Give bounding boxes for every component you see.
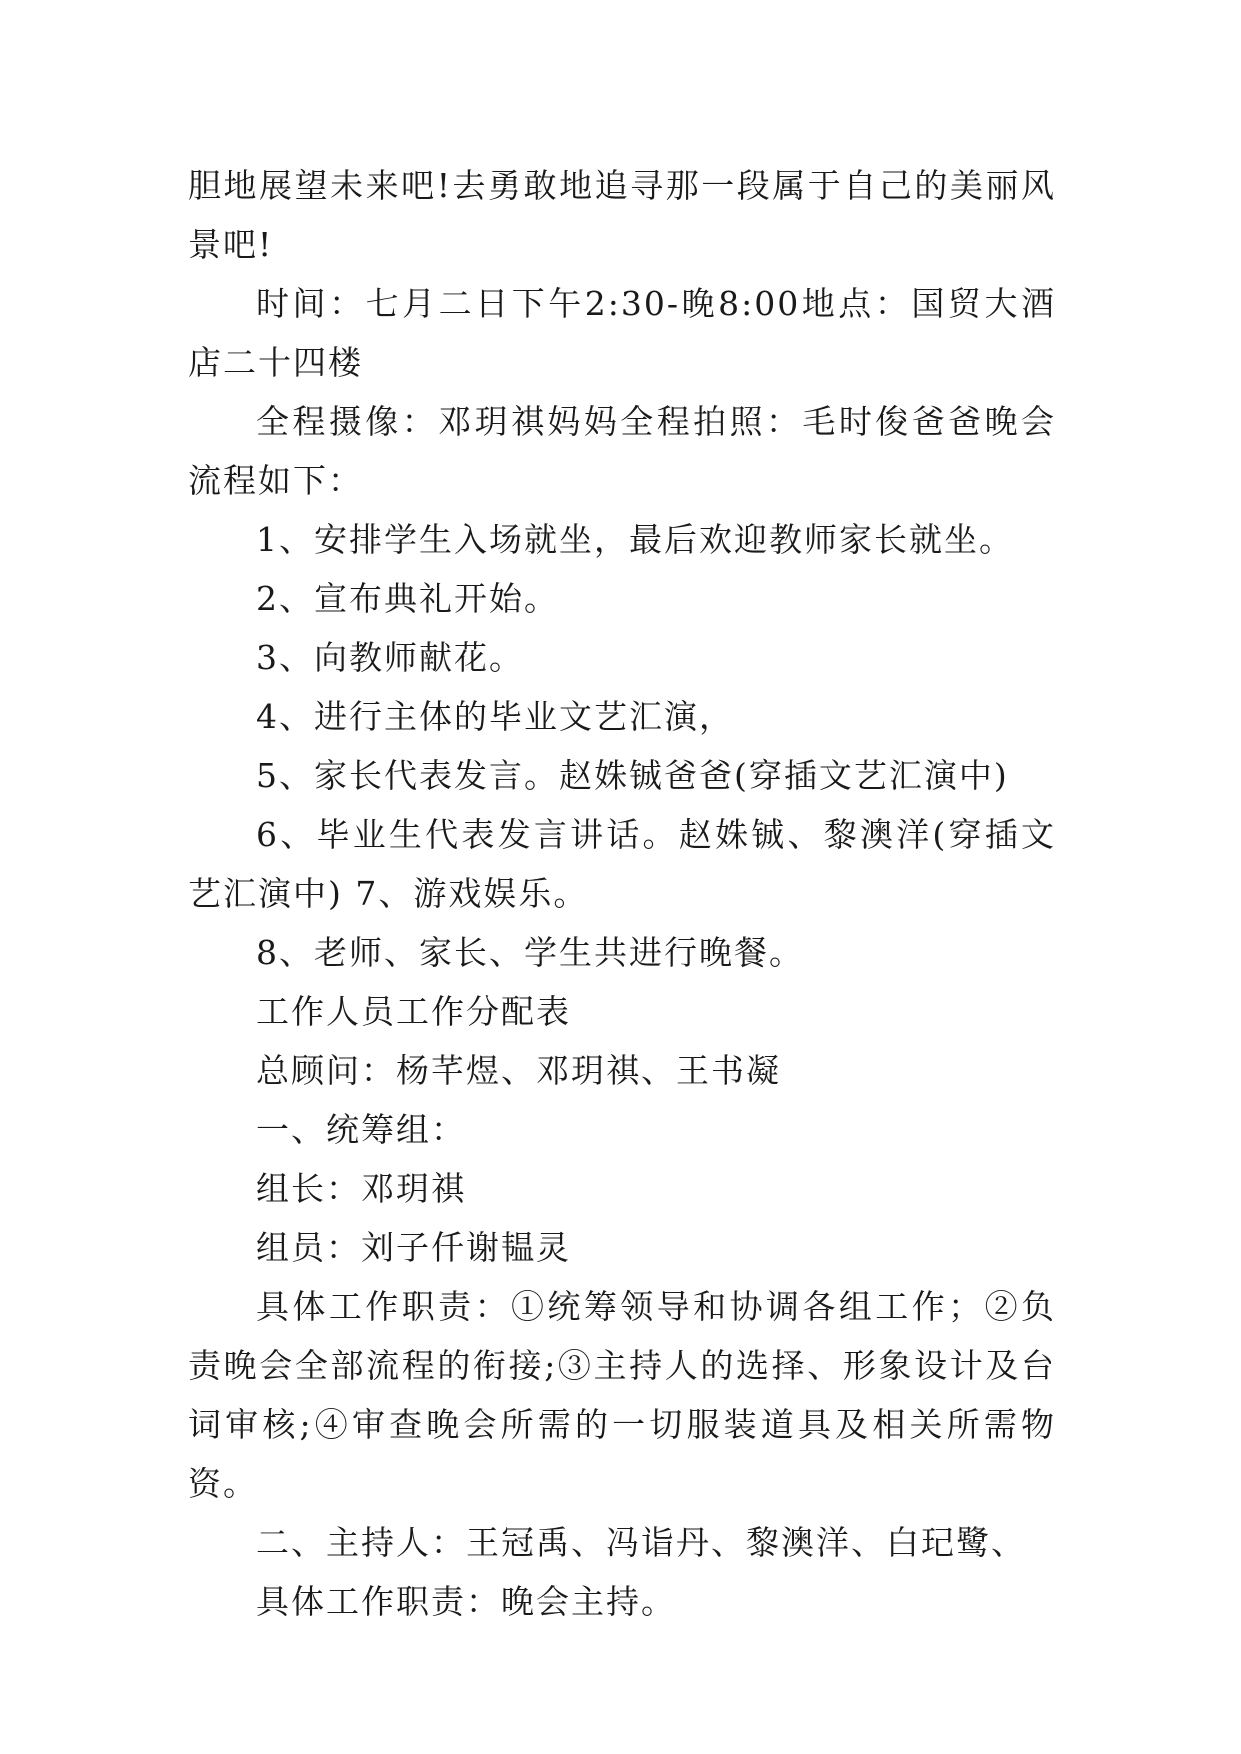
section-heading-staff: 工作人员工作分配表 — [256, 992, 571, 1031]
list-item-1: 1、安排学生入场就坐，最后欢迎教师家长就坐。 — [256, 520, 1014, 559]
list-item-5: 5、家长代表发言。赵姝铖爸爸(穿插文艺汇演中) — [256, 756, 1009, 795]
paragraph-time-location: 时间：七月二日下午2:30-晚8:00地点：国贸大酒店二十四楼 — [188, 284, 1056, 382]
paragraph-duties: 具体工作职责：①统筹领导和协调各组工作；②负责晚会全部流程的衔接;③主持人的选择、形象设计及台词审核;④审查晚会所需的一切服装道具及相关所需物资。 — [188, 1287, 1056, 1503]
list-item-3: 3、向教师献花。 — [256, 638, 524, 677]
paragraph-group-members: 组员：刘子仟谢韫灵 — [256, 1228, 571, 1267]
list-item-4: 4、进行主体的毕业文艺汇演， — [256, 697, 734, 736]
paragraph-group-leader: 组长：邓玥祺 — [256, 1169, 466, 1208]
list-item-8: 8、老师、家长、学生共进行晚餐。 — [256, 933, 804, 972]
list-item-6-7: 6、毕业生代表发言讲话。赵姝铖、黎澳洋(穿插文艺汇演中) 7、游戏娱乐。 — [188, 815, 1056, 913]
list-item-2: 2、宣布典礼开始。 — [256, 579, 559, 618]
paragraph-photography: 全程摄像：邓玥祺妈妈全程拍照：毛时俊爸爸晚会流程如下： — [188, 402, 1056, 500]
paragraph-advisors: 总顾问：杨芊煜、邓玥祺、王书凝 — [256, 1051, 781, 1090]
document-body — [188, 156, 1056, 1631]
section-heading-coordination: 一、统筹组： — [256, 1110, 466, 1149]
section-heading-hosts: 二、主持人：王冠禹、冯诣丹、黎澳洋、白玘鹭、 — [256, 1523, 1026, 1562]
paragraph-continuation: 胆地展望未来吧!去勇敢地追寻那一段属于自己的美丽风景吧! — [188, 166, 1056, 264]
paragraph-host-duties: 具体工作职责：晚会主持。 — [256, 1582, 676, 1621]
